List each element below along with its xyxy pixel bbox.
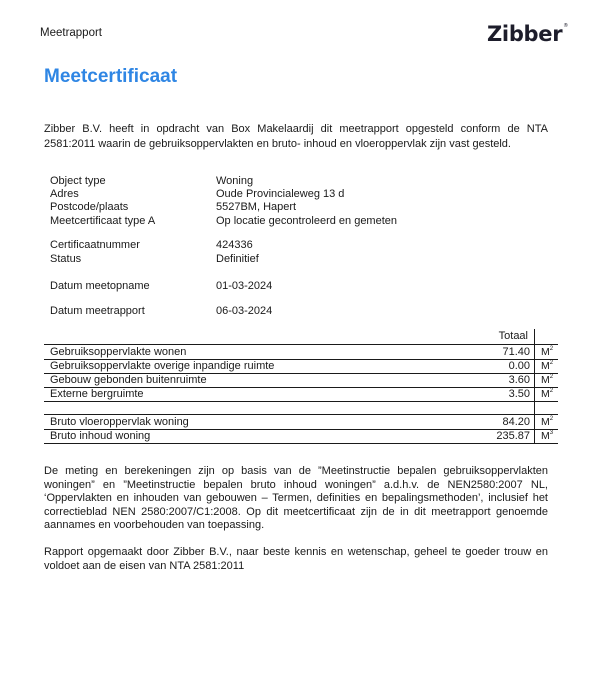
adres-value: Oude Provincialeweg 13 d [216,188,345,200]
certificaatnummer-value: 424336 [216,239,253,251]
logo-text: Zibber [487,22,563,46]
datum-meetopname-label: Datum meetopname [50,280,150,292]
row-label: Bruto vloeroppervlak woning [50,416,189,428]
table-total-row [44,429,558,443]
row-unit: $M^2$ [541,346,554,358]
meetcertificaat-type-value: Op locatie gecontroleerd en gemeten [216,215,398,227]
report-header-label: Meetrapport [40,27,103,39]
row-label: Gebruiksoppervlakte overige inpandige ruimte [50,360,275,372]
postcode-value: 5527BM, Hapert [216,201,297,213]
row-label: Bruto inhoud woning [50,430,151,442]
table-total-row [44,415,558,429]
row-unit: $M^2$ [541,360,554,372]
object-type-value: Woning [216,175,254,187]
methodology-paragraph: De meting en berekeningen zijn op basis van de ”Meetinstructie bepalen gebruiksoppervlakten woningen” en ”Meetinstructie bepalen bruto inhoud woningen” a.d.h.v. de NEN2580:2007 NL, ‘Oppervlakten en inhouden van gebouwen – Termen, definities en bepalingsmethoden’, inclusief het correctieblad NEN 2580:2007/C1:2008. Op dit meetcertificaat zijn de in dit meetrapport genoemde aannames en voorbehouden van toepassing. [44,465,548,532]
page-title: Meetcertificaat [44,66,178,87]
row-label: Externe bergruimte [50,388,144,400]
datum-meetrapport-value: 06-03-2024 [216,305,273,317]
table-header-totaal: Totaal [498,330,528,342]
object-type-label: Object type [50,175,106,187]
certificaatnummer-label: Certificaatnummer [50,239,140,251]
row-label: Gebruiksoppervlakte wonen [50,346,187,358]
datum-meetopname-value: 01-03-2024 [216,280,273,292]
table-row [44,345,558,359]
status-value: Definitief [216,253,259,265]
datum-meetrapport-label: Datum meetrapport [50,305,145,317]
disclaimer-paragraph: Rapport opgemaakt door Zibber B.V., naar beste kennis en wetenschap, geheel te goeder trouw en voldoet aan de eisen van NTA 2581:2011 [44,546,548,572]
table-divider [44,401,558,402]
row-label: Gebouw gebonden buitenruimte [50,374,207,386]
table-row [44,387,558,401]
row-unit: $M^3$ [541,430,554,442]
row-value: 0.00 [508,360,530,372]
table-row [44,373,558,387]
row-value: 235.87 [496,430,530,442]
row-unit: $M^2$ [541,374,554,386]
adres-label: Adres [50,188,79,200]
table-row [44,359,558,373]
row-value: 71.40 [502,346,530,358]
postcode-label: Postcode/plaats [50,201,129,213]
row-value: 84.20 [502,416,530,428]
row-unit: $M^2$ [541,388,554,400]
logo-mark: ® [563,23,568,29]
table-divider [44,443,558,444]
meetcertificaat-type-label: Meetcertificaat type A [50,215,156,227]
zibber-logo [487,22,568,46]
row-unit: $M^2$ [541,416,554,428]
status-label: Status [50,253,82,265]
row-value: 3.60 [508,374,530,386]
intro-text: Zibber B.V. heeft in opdracht van Box Makelaardij dit meetrapport opgesteld conform de NTA 2581:2011 waarin de gebruiksoppervlakten en bruto- inhoud en vloeroppervlak zijn vast gesteld. [44,123,548,150]
row-value: 3.50 [508,388,530,400]
